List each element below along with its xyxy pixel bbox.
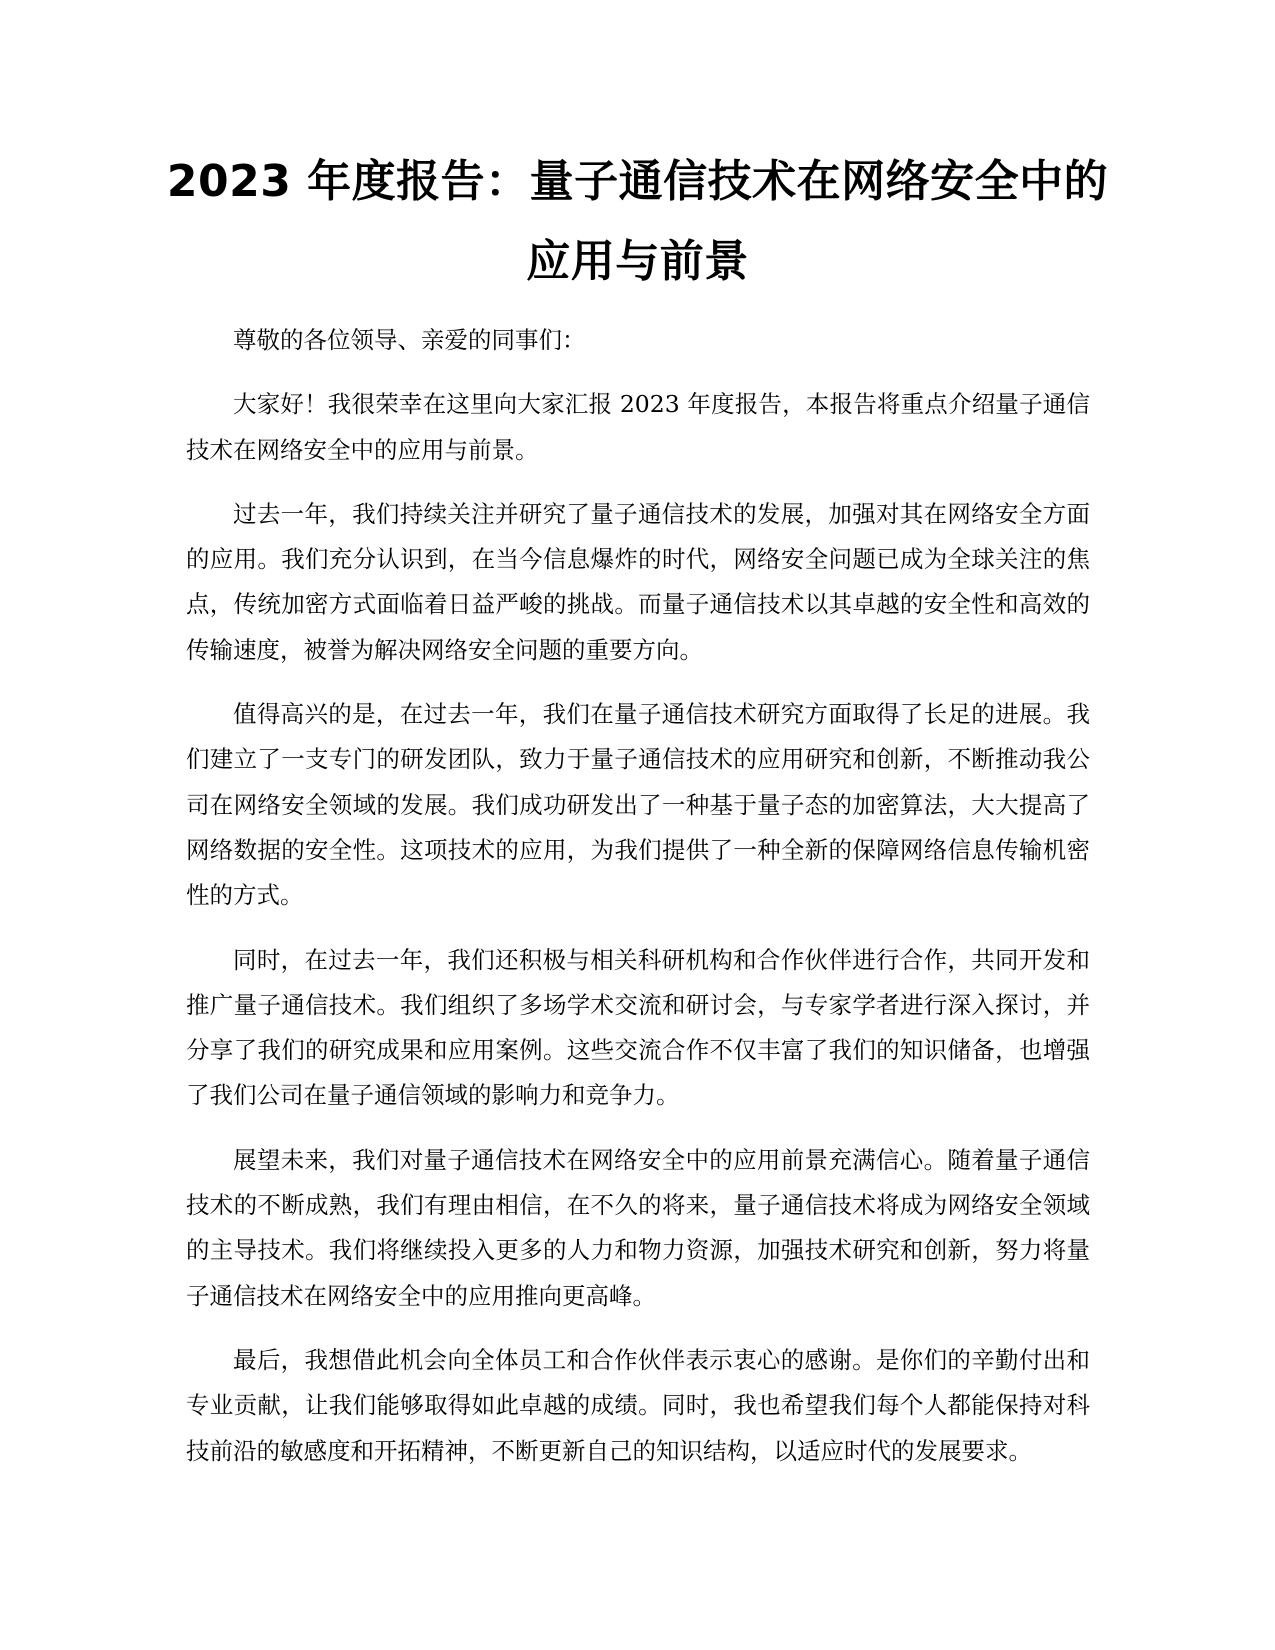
document-title: 2023 年度报告：量子通信技术在网络安全中的应用与前景 <box>166 156 1109 287</box>
paragraph-progress: 值得高兴的是，在过去一年，我们在量子通信技术研究方面取得了长足的进展。我们建立了一支专门的研发团队，致力于量子通信技术的应用研究和创新，不断推动我公司在网络安全领域的发展。我们成功研发出了一种基于量子态的加密算法，大大提高了网络数据的安全性。这项技术的应用，为我们提供了一种全新的保障网络信息传输机密性的方式。 <box>186 700 1090 910</box>
paragraph-greeting: 大家好！我很荣幸在这里向大家汇报 2023 年度报告，本报告将重点介绍量子通信技术在网络安全中的应用与前景。 <box>186 390 1090 464</box>
paragraph-past-year: 过去一年，我们持续关注并研究了量子通信技术的发展，加强对其在网络安全方面的应用。我们充分认识到，在当今信息爆炸的时代，网络安全问题已成为全球关注的焦点，传统加密方式面临着日益严峻的挑战。而量子通信技术以其卓越的安全性和高效的传输速度，被誉为解决网络安全问题的重要方向。 <box>186 499 1090 664</box>
paragraph-thanks: 最后，我想借此机会向全体员工和合作伙伴表示衷心的感谢。是你们的辛勤付出和专业贡献，让我们能够取得如此卓越的成绩。同时，我也希望我们每个人都能保持对科技前沿的敏感度和开拓精神，不断更新自己的知识结构，以适应时代的发展要求。 <box>186 1345 1090 1465</box>
paragraph-salutation: 尊敬的各位领导、亲爱的同事们： <box>233 326 586 354</box>
paragraph-outlook: 展望未来，我们对量子通信技术在网络安全中的应用前景充满信心。随着量子通信技术的不断成熟，我们有理由相信，在不久的将来，量子通信技术将成为网络安全领域的主导技术。我们将继续投入更多的人力和物力资源，加强技术研究和创新，努力将量子通信技术在网络安全中的应用推向更高峰。 <box>186 1145 1090 1310</box>
document-body <box>186 318 1090 1493</box>
paragraph-cooperation: 同时，在过去一年，我们还积极与相关科研机构和合作伙伴进行合作，共同开发和推广量子通信技术。我们组织了多场学术交流和研讨会，与专家学者进行深入探讨，并分享了我们的研究成果和应用案例。这些交流合作不仅丰富了我们的知识储备，也增强了我们公司在量子通信领域的影响力和竞争力。 <box>186 945 1090 1110</box>
